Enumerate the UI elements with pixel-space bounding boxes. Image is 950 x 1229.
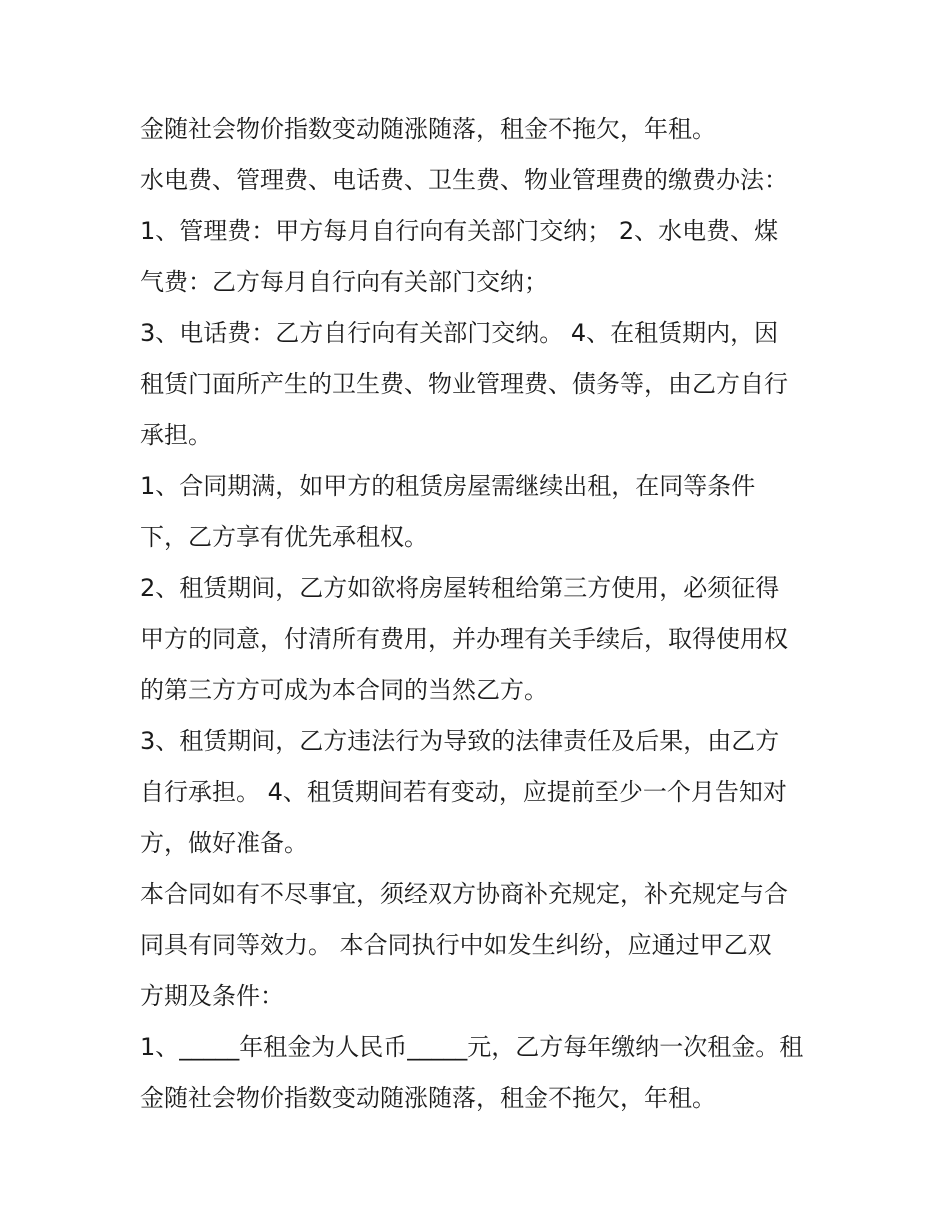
text-line: 2、租赁期间，乙方如欲将房屋转租给第三方使用，必须征得	[140, 574, 780, 602]
text-line: 本合同如有不尽事宜，须经双方协商补充规定，补充规定与合	[140, 880, 788, 908]
text-line: 下，乙方享有优先承租权。	[140, 523, 428, 551]
text-line: 甲方的同意，付清所有费用，并办理有关手续后，取得使用权	[140, 625, 788, 653]
text-line: 方，做好准备。	[140, 829, 308, 857]
text-line: 1、_____年租金为人民币_____元，乙方每年缴纳一次租金。租	[140, 1033, 804, 1061]
text-line: 承担。	[140, 421, 212, 449]
text-line: 3、租赁期间，乙方违法行为导致的法律责任及后果，由乙方	[140, 727, 780, 755]
text-line: 方期及条件：	[140, 982, 284, 1010]
contract-text	[140, 104, 830, 1124]
text-line: 同具有同等效力。 本合同执行中如发生纠纷，应通过甲乙双	[140, 931, 772, 959]
text-line: 气费：乙方每月自行向有关部门交纳；	[140, 268, 548, 296]
text-line: 金随社会物价指数变动随涨随落，租金不拖欠，年租。	[140, 115, 716, 143]
text-line: 1、合同期满，如甲方的租赁房屋需继续出租，在同等条件	[140, 472, 756, 500]
text-line: 的第三方方可成为本合同的当然乙方。	[140, 676, 548, 704]
text-line: 1、管理费：甲方每月自行向有关部门交纳； 2、水电费、煤	[140, 217, 779, 245]
text-line: 租赁门面所产生的卫生费、物业管理费、债务等，由乙方自行	[140, 370, 788, 398]
text-line: 金随社会物价指数变动随涨随落，租金不拖欠，年租。	[140, 1084, 716, 1112]
text-line: 自行承担。 4、租赁期间若有变动，应提前至少一个月告知对	[140, 778, 787, 806]
text-line: 水电费、管理费、电话费、卫生费、物业管理费的缴费办法：	[140, 166, 788, 194]
text-line: 3、电话费：乙方自行向有关部门交纳。 4、在租赁期内，因	[140, 319, 779, 347]
